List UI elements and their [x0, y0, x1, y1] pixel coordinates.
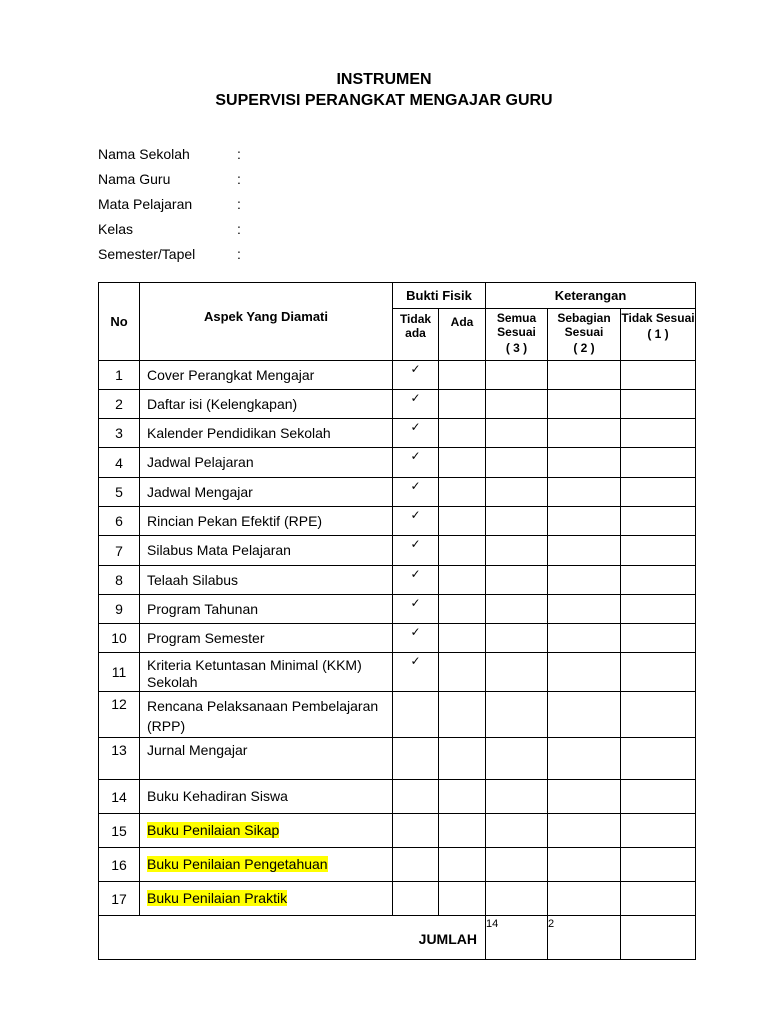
cell-ada[interactable]: [439, 848, 486, 882]
table-row: [99, 536, 696, 566]
cell-sebagian-sesuai[interactable]: [548, 448, 621, 478]
cell-tidak-ada[interactable]: [393, 780, 439, 814]
info-label-kelas: Kelas: [98, 221, 134, 237]
cell-ada[interactable]: [439, 361, 486, 390]
header-semua-sesuai: [486, 309, 548, 361]
cell-tidak-ada[interactable]: [393, 848, 439, 882]
cell-tidak-sesuai[interactable]: [621, 624, 696, 653]
cell-tidak-sesuai[interactable]: [621, 653, 696, 692]
cell-tidak-ada[interactable]: [393, 882, 439, 916]
cell-semua-sesuai[interactable]: [486, 536, 548, 566]
cell-sebagian-sesuai[interactable]: [548, 814, 621, 848]
row-aspek-label: Rencana Pelaksanaan Pembelajaran (RPP): [147, 698, 379, 734]
cell-ada[interactable]: [439, 478, 486, 507]
header-semua-sesuai-score: ( 3 ): [505, 341, 528, 355]
check-icon: ✓: [410, 567, 421, 581]
row-number: 16: [99, 848, 140, 882]
row-number: 11: [99, 653, 140, 692]
cell-ada[interactable]: [439, 507, 486, 536]
cell-semua-sesuai[interactable]: [486, 448, 548, 478]
check-icon: ✓: [410, 420, 421, 434]
header-sebagian-sesuai: [548, 309, 621, 361]
cell-sebagian-sesuai[interactable]: [548, 780, 621, 814]
cell-tidak-ada[interactable]: [393, 595, 439, 624]
cell-sebagian-sesuai[interactable]: [548, 536, 621, 566]
row-number: 12: [99, 692, 140, 738]
row-aspek-label: Telaah Silabus: [147, 571, 239, 588]
row-aspek: [140, 624, 393, 653]
cell-tidak-sesuai[interactable]: [621, 738, 696, 780]
cell-ada[interactable]: [439, 814, 486, 848]
table-row: [99, 738, 696, 780]
check-icon: ✓: [410, 508, 421, 522]
table-row: [99, 361, 696, 390]
cell-tidak-sesuai[interactable]: [621, 507, 696, 536]
cell-sebagian-sesuai[interactable]: [548, 848, 621, 882]
row-number: 17: [99, 882, 140, 916]
cell-ada[interactable]: [439, 692, 486, 738]
row-aspek-label: Jurnal Mengajar: [147, 742, 248, 758]
row-number: 4: [99, 448, 140, 478]
cell-tidak-ada[interactable]: [393, 448, 439, 478]
jumlah-semua-sesuai: 14: [486, 916, 548, 960]
header-keterangan: Keterangan: [486, 283, 696, 309]
row-aspek-label: Kriteria Ketuntasan Minimal (KKM) Sekolah: [147, 657, 362, 690]
cell-sebagian-sesuai[interactable]: [548, 653, 621, 692]
cell-semua-sesuai[interactable]: [486, 738, 548, 780]
cell-tidak-sesuai[interactable]: [621, 780, 696, 814]
header-aspek: Aspek Yang Diamati: [140, 283, 393, 361]
row-aspek: [140, 738, 393, 780]
cell-tidak-sesuai[interactable]: [621, 419, 696, 448]
cell-tidak-ada[interactable]: [393, 478, 439, 507]
cell-tidak-ada[interactable]: [393, 566, 439, 595]
cell-tidak-sesuai[interactable]: [621, 448, 696, 478]
table-row: [99, 390, 696, 419]
check-icon: ✓: [410, 449, 421, 463]
row-aspek: [140, 478, 393, 507]
check-icon: ✓: [410, 596, 421, 610]
row-aspek-label: Buku Penilaian Pengetahuan: [147, 856, 328, 872]
row-aspek: [140, 814, 393, 848]
cell-semua-sesuai[interactable]: [486, 566, 548, 595]
cell-tidak-sesuai[interactable]: [621, 814, 696, 848]
cell-semua-sesuai[interactable]: [486, 419, 548, 448]
cell-sebagian-sesuai[interactable]: [548, 390, 621, 419]
info-label-mata-pelajaran: Mata Pelajaran: [98, 196, 193, 212]
header-ada: Ada: [439, 309, 486, 361]
cell-tidak-sesuai[interactable]: [621, 390, 696, 419]
cell-ada[interactable]: [439, 882, 486, 916]
row-aspek: [140, 595, 393, 624]
row-number: 1: [99, 361, 140, 390]
row-aspek: [140, 566, 393, 595]
cell-ada[interactable]: [439, 419, 486, 448]
header-no: No: [99, 283, 140, 361]
cell-semua-sesuai[interactable]: [486, 692, 548, 738]
header-tidak-sesuai: [621, 309, 696, 361]
cell-ada[interactable]: [439, 595, 486, 624]
cell-semua-sesuai[interactable]: [486, 595, 548, 624]
cell-semua-sesuai[interactable]: [486, 624, 548, 653]
row-aspek: [140, 448, 393, 478]
check-icon: ✓: [410, 391, 421, 405]
cell-semua-sesuai[interactable]: [486, 848, 548, 882]
cell-sebagian-sesuai[interactable]: [548, 361, 621, 390]
row-number: 3: [99, 419, 140, 448]
cell-tidak-ada[interactable]: [393, 361, 439, 390]
row-aspek-label: Buku Kehadiran Siswa: [147, 788, 288, 804]
cell-tidak-ada[interactable]: [393, 419, 439, 448]
document-title-line2: SUPERVISI PERANGKAT MENGAJAR GURU: [215, 92, 553, 109]
check-icon: ✓: [410, 625, 421, 639]
table-row: [99, 448, 696, 478]
row-aspek-label: Program Semester: [147, 629, 265, 646]
info-label-nama-guru: Nama Guru: [98, 171, 171, 187]
cell-semua-sesuai[interactable]: [486, 814, 548, 848]
cell-semua-sesuai[interactable]: [486, 361, 548, 390]
table-row: [99, 624, 696, 653]
cell-tidak-sesuai[interactable]: [621, 882, 696, 916]
header-bukti-fisik: Bukti Fisik: [393, 283, 486, 309]
document-title-line1: INSTRUMEN: [336, 71, 432, 88]
jumlah-sebagian-sesuai: 2: [548, 916, 621, 960]
table-row: [99, 814, 696, 848]
row-aspek: [140, 780, 393, 814]
cell-tidak-sesuai[interactable]: [621, 478, 696, 507]
cell-ada[interactable]: [439, 780, 486, 814]
info-colon: :: [237, 246, 241, 262]
supervision-table: [98, 282, 696, 960]
row-aspek-label: Program Tahunan: [147, 600, 259, 617]
cell-sebagian-sesuai[interactable]: [548, 419, 621, 448]
row-aspek: [140, 507, 393, 536]
row-aspek-label: Rincian Pekan Efektif (RPE): [147, 512, 323, 529]
check-icon: ✓: [410, 654, 421, 668]
cell-sebagian-sesuai[interactable]: [548, 882, 621, 916]
info-colon: :: [237, 146, 241, 162]
row-number: 7: [99, 536, 140, 566]
cell-semua-sesuai[interactable]: [486, 390, 548, 419]
cell-tidak-ada[interactable]: [393, 507, 439, 536]
cell-sebagian-sesuai[interactable]: [548, 566, 621, 595]
cell-tidak-sesuai[interactable]: [621, 566, 696, 595]
row-number: 9: [99, 595, 140, 624]
info-label-nama-sekolah: Nama Sekolah: [98, 146, 190, 162]
cell-ada[interactable]: [439, 566, 486, 595]
cell-tidak-sesuai[interactable]: [621, 361, 696, 390]
row-aspek: [140, 361, 393, 390]
cell-tidak-sesuai[interactable]: [621, 848, 696, 882]
row-aspek: [140, 653, 393, 692]
info-colon: :: [237, 196, 241, 212]
table-row: [99, 507, 696, 536]
cell-semua-sesuai[interactable]: [486, 882, 548, 916]
cell-sebagian-sesuai[interactable]: [548, 478, 621, 507]
check-icon: ✓: [410, 362, 421, 376]
jumlah-tidak-sesuai[interactable]: [621, 916, 696, 960]
row-aspek-label: Kalender Pendidikan Sekolah: [147, 424, 331, 441]
row-aspek-label: Buku Penilaian Sikap: [147, 822, 280, 838]
cell-tidak-sesuai[interactable]: [621, 536, 696, 566]
row-aspek: [140, 419, 393, 448]
row-aspek: [140, 390, 393, 419]
check-icon: ✓: [410, 537, 421, 551]
row-number: 2: [99, 390, 140, 419]
row-number: 5: [99, 478, 140, 507]
cell-sebagian-sesuai[interactable]: [548, 624, 621, 653]
info-label-semester-tapel: Semester/Tapel: [98, 246, 196, 262]
cell-ada[interactable]: [439, 738, 486, 780]
header-semua-sesuai-label: Semua Sesuai: [496, 311, 537, 339]
check-icon: ✓: [410, 479, 421, 493]
cell-tidak-ada[interactable]: [393, 692, 439, 738]
row-aspek-label: Cover Perangkat Mengajar: [147, 366, 315, 383]
cell-tidak-sesuai[interactable]: [621, 595, 696, 624]
cell-ada[interactable]: [439, 390, 486, 419]
row-aspek-label: Buku Penilaian Praktik: [147, 890, 288, 906]
header-tidak-sesuai-score: ( 1 ): [647, 327, 669, 341]
row-aspek: [140, 848, 393, 882]
jumlah-label: JUMLAH: [99, 916, 486, 960]
row-number: 6: [99, 507, 140, 536]
header-sebagian-sesuai-label: Sebagian Sesuai: [557, 311, 611, 339]
cell-tidak-ada[interactable]: [393, 653, 439, 692]
row-aspek: [140, 536, 393, 566]
cell-sebagian-sesuai[interactable]: [548, 692, 621, 738]
row-aspek: [140, 692, 393, 738]
row-number: 15: [99, 814, 140, 848]
table-row: [99, 882, 696, 916]
row-number: 10: [99, 624, 140, 653]
table-row: [99, 653, 696, 692]
cell-semua-sesuai[interactable]: [486, 780, 548, 814]
cell-sebagian-sesuai[interactable]: [548, 738, 621, 780]
table-row: [99, 692, 696, 738]
cell-ada[interactable]: [439, 624, 486, 653]
cell-tidak-ada[interactable]: [393, 738, 439, 780]
info-colon: :: [237, 221, 241, 237]
cell-tidak-ada[interactable]: [393, 814, 439, 848]
header-tidak-sesuai-label: Tidak Sesuai: [621, 311, 695, 325]
cell-semua-sesuai[interactable]: [486, 653, 548, 692]
cell-semua-sesuai[interactable]: [486, 507, 548, 536]
row-aspek-label: Daftar isi (Kelengkapan): [147, 395, 298, 412]
row-aspek-label: Jadwal Mengajar: [147, 483, 253, 500]
info-colon: :: [237, 171, 241, 187]
cell-semua-sesuai[interactable]: [486, 478, 548, 507]
row-aspek-label: Jadwal Pelajaran: [147, 454, 254, 470]
cell-ada[interactable]: [439, 536, 486, 566]
table-row: [99, 595, 696, 624]
row-number: 8: [99, 566, 140, 595]
table-row: [99, 419, 696, 448]
table-row: [99, 780, 696, 814]
header-sebagian-sesuai-score: ( 2 ): [573, 341, 595, 355]
cell-ada[interactable]: [439, 653, 486, 692]
cell-tidak-ada[interactable]: [393, 390, 439, 419]
row-number: 14: [99, 780, 140, 814]
table-row: [99, 566, 696, 595]
cell-tidak-ada[interactable]: [393, 536, 439, 566]
footer-row: [99, 916, 696, 960]
cell-tidak-ada[interactable]: [393, 624, 439, 653]
table-row: [99, 478, 696, 507]
header-tidak-ada-label: Tidak ada: [399, 312, 432, 340]
cell-tidak-sesuai[interactable]: [621, 692, 696, 738]
cell-sebagian-sesuai[interactable]: [548, 507, 621, 536]
cell-sebagian-sesuai[interactable]: [548, 595, 621, 624]
row-aspek-label: Silabus Mata Pelajaran: [147, 542, 291, 558]
cell-ada[interactable]: [439, 448, 486, 478]
row-aspek: [140, 882, 393, 916]
header-tidak-ada: [393, 309, 439, 361]
row-number: 13: [99, 738, 140, 780]
table-row: [99, 848, 696, 882]
